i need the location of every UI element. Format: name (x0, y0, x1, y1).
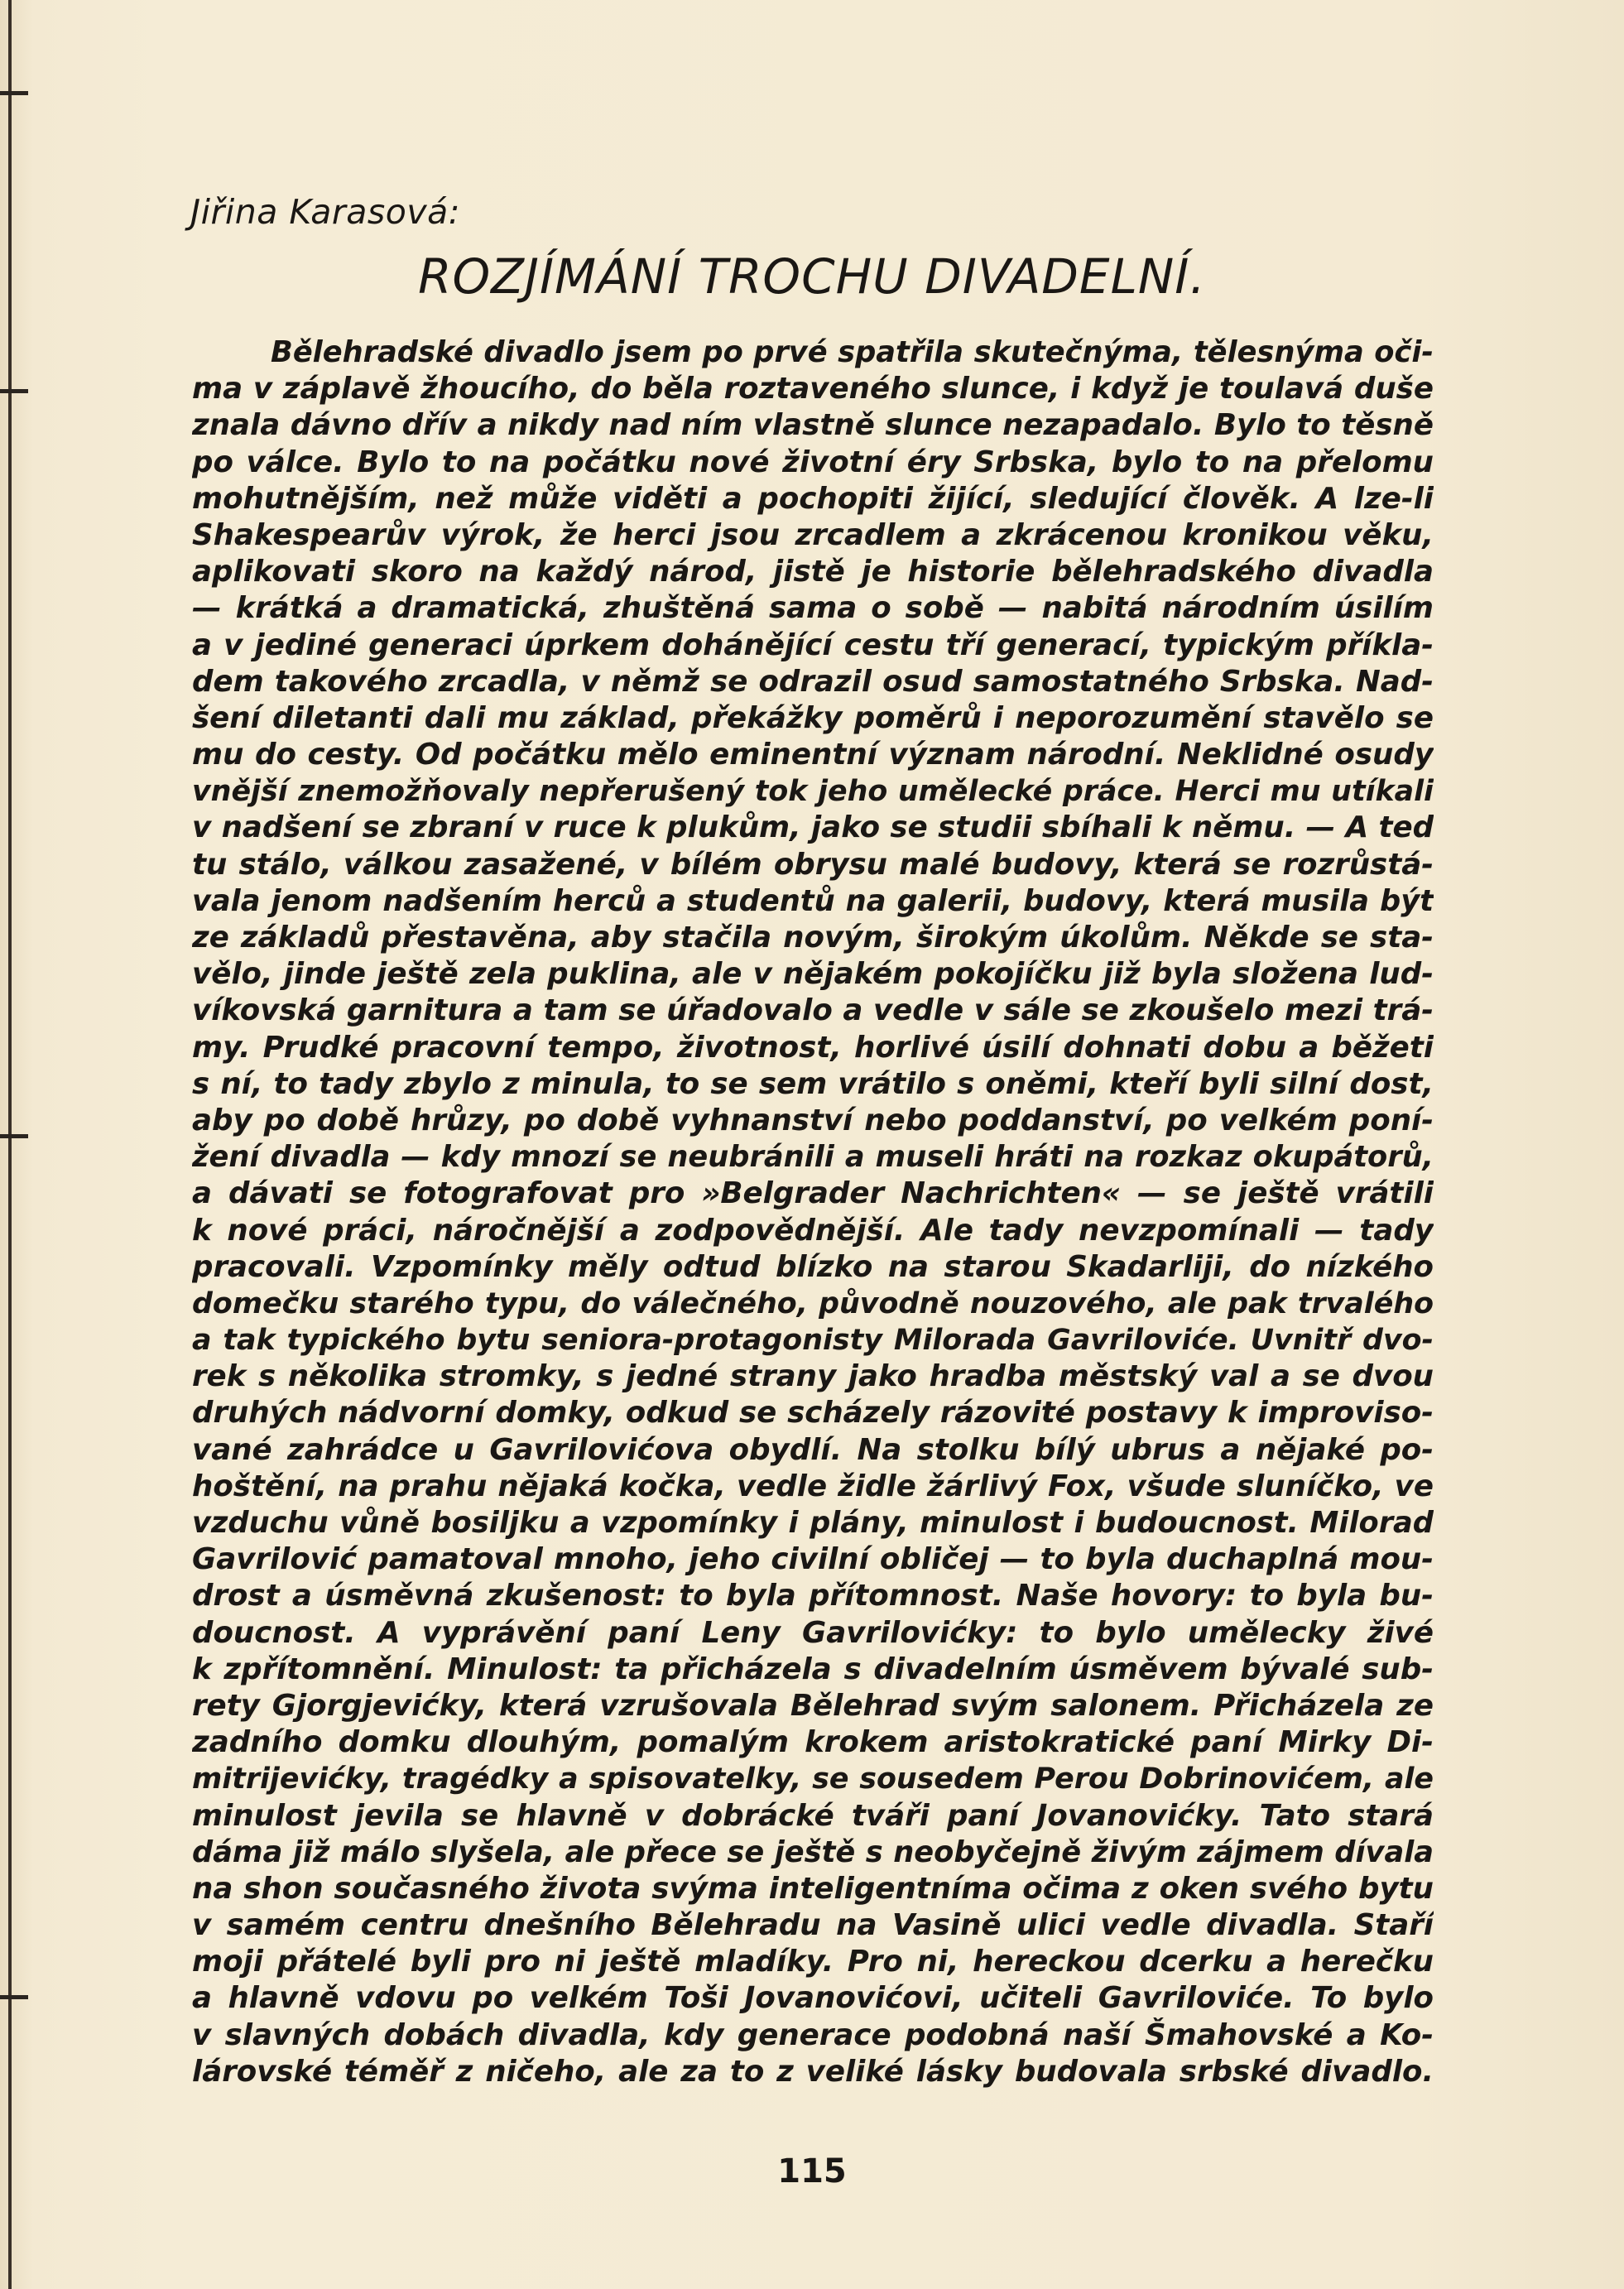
binding-mark (0, 1134, 28, 1138)
text-line: aby po době hrůzy, po době vyhnanství nebo poddanství, po velkém poní- (192, 1103, 1434, 1137)
text-line: lárovské téměř z ničeho, ale za to z veliké lásky budovala srbské divadlo. (192, 2054, 1434, 2089)
text-line: zadního domku dlouhým, pomalým krokem aristokratické paní Mirky Di- (192, 1725, 1434, 1760)
text-line: v slavných dobách divadla, kdy generace podobná naší Šmahovské a Ko- (192, 2017, 1434, 2052)
text-line: a hlavně vdovu po velkém Toši Jovanovićovi, učiteli Gavriloviće. To bylo (192, 1981, 1434, 2016)
text-line: tu stálo, válkou zasažené, v bílém obrysu malé budovy, která se rozrůstá- (192, 847, 1434, 882)
page-number: 115 (777, 2152, 847, 2190)
text-line: Gavrilović pamatoval mnoho, jeho civilní obličej — to byla duchaplná mou- (192, 1542, 1434, 1577)
text-line: ze základů přestavěna, aby stačila novým, širokým úkolům. Někde se sta- (192, 921, 1434, 955)
text-line: doucnost. A vyprávění paní Leny Gavrilovićky: to bylo umělecky živé (192, 1615, 1434, 1650)
text-line: dem takového zrcadla, v němž se odrazil osud samostatného Srbska. Nad- (192, 664, 1434, 699)
text-line: Shakespearův výrok, že herci jsou zrcadlem a zkrácenou kronikou věku, (192, 517, 1434, 552)
text-line: vala jenom nadšením herců a studentů na galerii, budovy, která musila být (192, 883, 1434, 918)
author-name: Jiřina Karasová: (190, 192, 461, 232)
text-line: vané zahrádce u Gavrilovićova obydlí. Na stolku bílý ubrus a nějaké po- (192, 1432, 1434, 1467)
text-line: šení diletanti dali mu základ, překážky poměrů i neporozumění stavělo se (192, 700, 1434, 735)
text-line: Bělehradské divadlo jsem po prvé spatřila skutečnýma, tělesnýma oči- (271, 335, 1434, 369)
text-line: aplikovati skoro na každý národ, jistě je historie bělehradského divadla (192, 555, 1434, 589)
text-line: na shon současného života svýma inteligentníma očima z oken svého bytu (192, 1871, 1434, 1906)
text-line: k zpřítomnění. Minulost: ta přicházela s divadelním úsměvem bývalé sub- (192, 1652, 1434, 1686)
binding-edge (8, 0, 12, 2289)
text-line: k nové práci, náročnější a zodpovědnější. Ale tady nevzpomínali — tady (192, 1213, 1434, 1248)
text-line: pracovali. Vzpomínky měly odtud blízko na starou Skadarliji, do nízkého (192, 1249, 1434, 1284)
text-line: — krátká a dramatická, zhuštěná sama o sobě — nabitá národním úsilím (192, 591, 1434, 626)
text-line: žení divadla — kdy mnozí se neubránili a museli hráti na rozkaz okupátorů, (192, 1140, 1434, 1175)
text-line: vzduchu vůně bosiljku a vzpomínky i plány, minulost i budoucnost. Milorad (192, 1506, 1434, 1540)
text-line: vnější znemožňovaly nepřerušený tok jeho umělecké práce. Herci mu utíkali (192, 775, 1434, 809)
text-line: znala dávno dřív a nikdy nad ním vlastně slunce nezapadalo. Bylo to těsně (192, 408, 1434, 443)
binding-mark (0, 1995, 28, 1999)
text-line: v nadšení se zbraní v ruce k plukům, jako se studii sbíhali k němu. — A teď (192, 810, 1434, 845)
text-line: domečku starého typu, do válečného, původně nouzového, ale pak trvalého (192, 1286, 1434, 1320)
text-line: a dávati se fotografovat pro »Belgrader Nachrichten« — se ještě vrátili (192, 1176, 1434, 1211)
text-line: a tak typického bytu seniora-protagonisty Milorada Gavriloviće. Uvnitř dvo- (192, 1324, 1434, 1358)
text-line: dáma již málo slyšela, ale přece se ještě s neobyčejně živým zájmem dívala (192, 1835, 1434, 1869)
text-line: vělo, jinde ještě zela puklina, ale v nějakém pokojíčku již byla složena lud- (192, 957, 1434, 992)
text-line: ma v záplavě žhoucího, do běla roztaveného slunce, i když je toulavá duše (192, 372, 1434, 406)
binding-mark (0, 389, 28, 393)
text-line: s ní, to tady zbylo z minula, to se sem vrátilo s oněmi, kteří byli silní dost, (192, 1066, 1434, 1101)
text-line: mohutnějším, než může viděti a pochopiti žijící, sledující člověk. A lze-li (192, 481, 1434, 516)
text-line: mu do cesty. Od počátku mělo eminentní význam národní. Neklidné osudy (192, 738, 1434, 772)
text-line: rek s několika stromky, s jedné strany jako hradba městský val a se dvou (192, 1359, 1434, 1394)
text-line: my. Prudké pracovní tempo, životnost, horlivé úsilí dohnati dobu a běžeti (192, 1030, 1434, 1065)
text-line: po válce. Bylo to na počátku nové životní éry Srbska, bylo to na přelomu (192, 445, 1434, 479)
text-line: v samém centru dnešního Bělehradu na Vasině ulici vedle divadla. Staří (192, 1908, 1434, 1943)
article-title: ROZJÍMÁNÍ TROCHU DIVADELNÍ. (418, 248, 1206, 305)
text-line: hoštění, na prahu nějaká kočka, vedle židle žárlivý Fox, všude sluníčko, ve (192, 1469, 1434, 1503)
text-line: drost a úsměvná zkušenost: to byla přítomnost. Naše hovory: to byla bu- (192, 1579, 1434, 1613)
text-line: víkovská garnitura a tam se úřadovalo a vedle v sále se zkoušelo mezi trá- (192, 993, 1434, 1028)
text-line: mitrijevićky, tragédky a spisovatelky, se sousedem Perou Dobrinovićem, ale (192, 1762, 1434, 1796)
text-line: rety Gjorgjevićky, která vzrušovala Bělehrad svým salonem. Přicházela ze (192, 1688, 1434, 1723)
text-line: druhých nádvorní domky, odkud se scházely rázovité postavy k improviso- (192, 1396, 1434, 1431)
text-line: moji přátelé byli pro ni ještě mladíky. Pro ni, hereckou dcerku a herečku (192, 1945, 1434, 1979)
article-body (192, 334, 1434, 2090)
text-line: a v jediné generaci úprkem dohánějící cestu tří generací, typickým příkla- (192, 628, 1434, 662)
binding-mark (0, 91, 28, 95)
text-line: minulost jevila se hlavně v dobrácké tváři paní Jovanovićky. Tato stará (192, 1798, 1434, 1833)
